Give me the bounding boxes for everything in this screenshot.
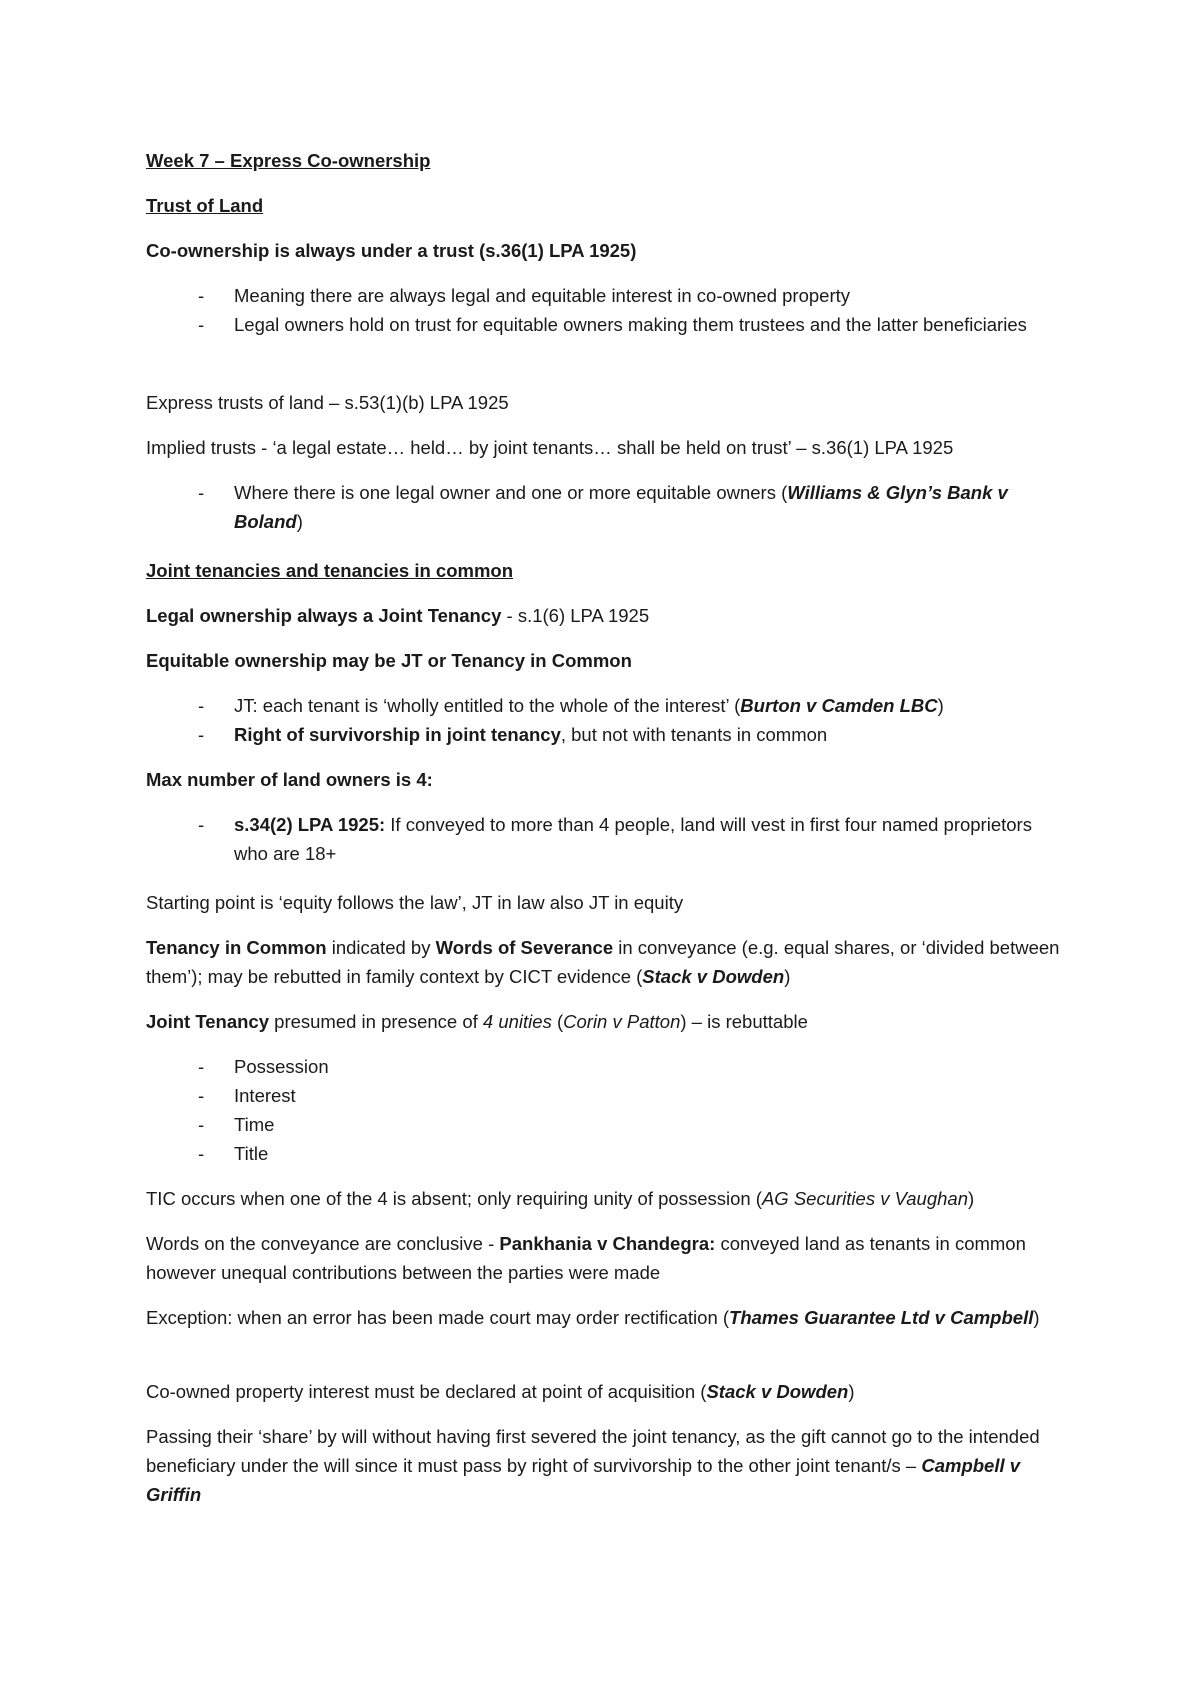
bullet-dash: - xyxy=(198,1143,205,1164)
section-heading-trust-of-land: Trust of Land xyxy=(146,195,264,216)
bullet-dash: - xyxy=(198,814,205,835)
bullet-dash: - xyxy=(198,1056,205,1077)
bullet-dash: - xyxy=(198,285,205,306)
bullet-item xyxy=(146,1139,1066,1168)
bullet-text: Right of survivorship in joint tenancy, but not with tenants in common xyxy=(234,724,828,745)
case-citation: Williams & Glyn’s Bank v Boland xyxy=(234,482,1008,532)
case-citation: Pankhania v Chandegra: xyxy=(499,1233,716,1254)
bullet-dash: - xyxy=(198,314,205,335)
case-citation: AG Securities v Vaughan xyxy=(761,1188,968,1209)
case-citation: Corin v Patton xyxy=(563,1011,681,1032)
section-heading-joint-tenancies: Joint tenancies and tenancies in common xyxy=(146,560,514,581)
paragraph-tic-occurs: TIC occurs when one of the 4 is absent; only requiring unity of possession (AG Securities v Vaughan) xyxy=(146,1188,975,1209)
bullet-item xyxy=(146,1081,1066,1110)
bullet-dash: - xyxy=(198,482,205,503)
case-citation: Stack v Dowden xyxy=(642,966,785,987)
paragraph-max-owners: Max number of land owners is 4: xyxy=(146,769,433,790)
bullet-item xyxy=(146,478,1066,536)
paragraph-tenancy-in-common: Tenancy in Common indicated by Words of Severance in conveyance (e.g. equal shares, or ‘divided between them’); may be rebutted in family context by CICT evidence (Stack v Dowden) xyxy=(146,937,1060,987)
bullet-text: JT: each tenant is ‘wholly entitled to the whole of the interest’ (Burton v Camden LBC) xyxy=(234,695,944,716)
case-citation: Burton v Camden LBC xyxy=(740,695,938,716)
case-citation: Thames Guarantee Ltd v Campbell xyxy=(729,1307,1034,1328)
bullet-text: Interest xyxy=(234,1085,296,1106)
bullet-item xyxy=(146,310,1066,339)
bullet-dash: - xyxy=(198,695,205,716)
bullet-item xyxy=(146,810,1066,868)
bullet-text: Legal owners hold on trust for equitable owners making them trustees and the latter beneficiaries xyxy=(234,314,1027,335)
bullet-text: Meaning there are always legal and equitable interest in co-owned property xyxy=(234,285,851,306)
paragraph-exception: Exception: when an error has been made court may order rectification (Thames Guarantee Ltd v Campbell) xyxy=(146,1307,1040,1328)
bullet-text: Possession xyxy=(234,1056,329,1077)
bullet-item xyxy=(146,720,1066,749)
paragraph-joint-tenancy: Joint Tenancy presumed in presence of 4 unities (Corin v Patton) – is rebuttable xyxy=(146,1011,808,1032)
bullet-text: s.34(2) LPA 1925: If conveyed to more than 4 people, land will vest in first four named proprietors who are 18+ xyxy=(234,814,1032,864)
paragraph-starting-point: Starting point is ‘equity follows the law’, JT in law also JT in equity xyxy=(146,892,684,913)
case-citation: Stack v Dowden xyxy=(706,1381,849,1402)
bullet-dash: - xyxy=(198,1114,205,1135)
paragraph-declared-interest: Co-owned property interest must be declared at point of acquisition (Stack v Dowden) xyxy=(146,1381,855,1402)
bullet-item xyxy=(146,1110,1066,1139)
paragraph-implied-trusts: Implied trusts - ‘a legal estate… held… by joint tenants… shall be held on trust’ – s.36(1) LPA 1925 xyxy=(146,437,954,458)
bullet-item xyxy=(146,691,1066,720)
page-title: Week 7 – Express Co-ownership xyxy=(146,150,431,171)
bullet-text: Title xyxy=(234,1143,269,1164)
paragraph-co-ownership-trust: Co-ownership is always under a trust (s.36(1) LPA 1925) xyxy=(146,240,637,261)
paragraph-passing-share: Passing their ‘share’ by will without having first severed the joint tenancy, as the gift cannot go to the intended beneficiary under the will since it must pass by right of survivorship to the other joint tenant/s – Campbell v Griffin xyxy=(146,1426,1040,1505)
bullet-text: Where there is one legal owner and one or more equitable owners (Williams & Glyn’s Bank v Boland) xyxy=(234,482,1008,532)
paragraph-legal-ownership: Legal ownership always a Joint Tenancy - s.1(6) LPA 1925 xyxy=(146,605,650,626)
paragraph-express-trusts: Express trusts of land – s.53(1)(b) LPA 1925 xyxy=(146,392,509,413)
bullet-dash: - xyxy=(198,1085,205,1106)
case-citation: Campbell v Griffin xyxy=(146,1455,1021,1505)
bullet-text: Time xyxy=(234,1114,275,1135)
paragraph-words-conveyance: Words on the conveyance are conclusive - Pankhania v Chandegra: conveyed land as tenants in common however unequal contributions between the parties were made xyxy=(146,1233,1026,1283)
bullet-dash: - xyxy=(198,724,205,745)
bullet-item xyxy=(146,281,1066,310)
bullet-item xyxy=(146,1052,1066,1081)
paragraph-equitable-ownership: Equitable ownership may be JT or Tenancy in Common xyxy=(146,650,632,671)
